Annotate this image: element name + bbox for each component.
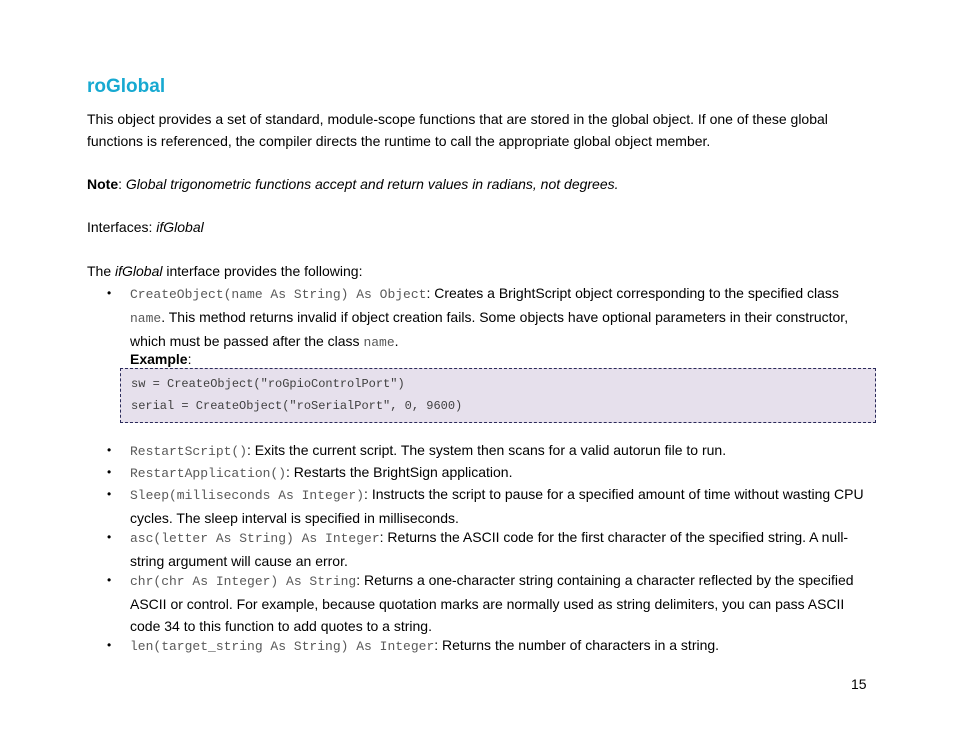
interfaces-label: Interfaces: <box>87 219 157 235</box>
provides-line <box>87 260 862 282</box>
example-label-line <box>130 348 191 370</box>
code-line: serial = CreateObject("roSerialPort", 0, 9600) <box>131 399 463 413</box>
function-signature: Sleep(milliseconds As Integer) <box>130 488 365 503</box>
function-signature: RestartApplication() <box>130 466 287 481</box>
function-description-end: . <box>394 333 399 349</box>
function-signature: CreateObject(name As String) As Object <box>130 287 427 302</box>
function-description: : Returns a one-character string containing a character reflected by the specified ASCII or control. For example, because quotation marks are normally used as string delimiters, you can pass ASCII code 34 to this function to add quotes to a string. <box>130 572 854 634</box>
function-signature: chr(chr As Integer) As String <box>130 574 357 589</box>
bullet-icon: • <box>107 530 112 544</box>
intro-paragraph: This object provides a set of standard, module-scope functions that are stored in the global object. If one of these global functions is referenced, the compiler directs the runtime to call the appropriate global object member. <box>87 111 828 149</box>
inline-code: name <box>130 311 162 326</box>
function-signature: asc(letter As String) As Integer <box>130 531 380 546</box>
note-label: Note <box>87 176 119 192</box>
section-heading: roGlobal <box>87 76 166 97</box>
note-paragraph <box>87 173 862 195</box>
note-text: Global trigonometric functions accept and return values in radians, not degrees. <box>125 176 619 192</box>
provides-interface-name: ifGlobal <box>115 263 163 279</box>
example-colon: : <box>187 351 192 367</box>
example-label: Example <box>130 351 188 367</box>
function-signature: len(target_string As String) As Integer <box>130 639 435 654</box>
inline-code: name <box>363 335 395 350</box>
function-description: : Restarts the BrightSign application. <box>286 464 513 480</box>
interfaces-line <box>87 216 862 238</box>
code-example-box <box>120 368 876 423</box>
code-line: sw = CreateObject("roGpioControlPort") <box>131 377 405 391</box>
bullet-icon: • <box>107 573 112 587</box>
bullet-icon: • <box>107 465 112 479</box>
note-separator: : <box>118 176 126 192</box>
bullet-icon: • <box>107 487 112 501</box>
function-description: : Returns the ASCII code for the first character of the specified string. A null-string argument will cause an error. <box>130 529 849 569</box>
function-description-cont: . This method returns invalid if object creation fails. Some objects have optional parameters in their constructor, which must be passed after the class <box>130 309 849 349</box>
function-signature: RestartScript() <box>130 444 248 459</box>
function-description: : Returns the number of characters in a string. <box>434 637 720 653</box>
page-number: 15 <box>851 676 867 692</box>
bullet-icon: • <box>107 286 112 300</box>
interfaces-value: ifGlobal <box>156 219 204 235</box>
bullet-icon: • <box>107 638 112 652</box>
provides-pre: The <box>87 263 116 279</box>
provides-post: interface provides the following: <box>162 263 363 279</box>
function-description: : Exits the current script. The system then scans for a valid autorun file to run. <box>247 442 727 458</box>
function-description: : Creates a BrightScript object corresponding to the specified class <box>426 285 839 301</box>
function-description: : Instructs the script to pause for a specified amount of time without wasting CPU cycles. The sleep interval is specified in milliseconds. <box>130 486 864 526</box>
bullet-icon: • <box>107 443 112 457</box>
